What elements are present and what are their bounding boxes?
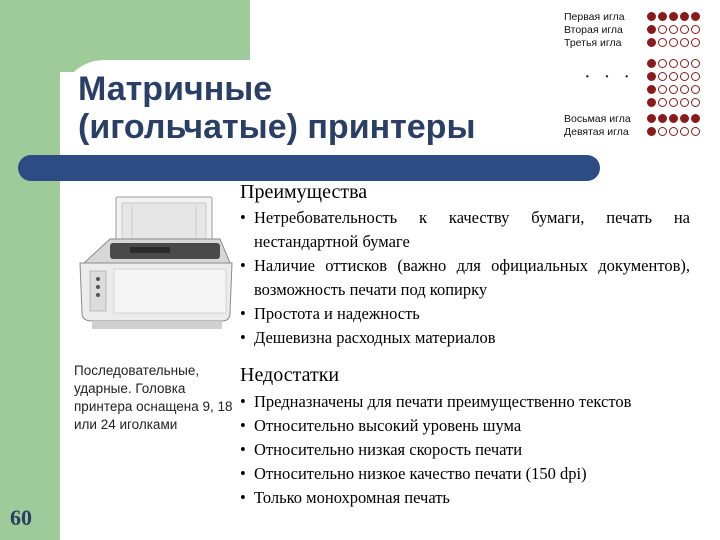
needle-dot-empty (669, 98, 678, 107)
needle-dot-row (647, 114, 700, 123)
advantages-list (238, 206, 690, 350)
needle-dot-row (647, 98, 700, 107)
needle-dot-empty (669, 38, 678, 47)
advantages-heading: Преимущества (240, 181, 368, 203)
needle-dot-filled (691, 12, 700, 21)
needle-dot-empty (658, 38, 667, 47)
advantage-item: • Дешевизна расходных материалов (238, 326, 690, 350)
needle-dot-empty (658, 25, 667, 34)
dot-matrix-printer-image (70, 195, 235, 335)
title-underline-bar (18, 155, 600, 181)
needle-dot-row (647, 38, 700, 47)
needle-dot-empty (680, 98, 689, 107)
needle-row-label: Вторая игла (564, 24, 623, 36)
needle-dot-empty (680, 127, 689, 136)
needle-dot-row (647, 12, 700, 21)
disadvantage-item: • Относительно низкая скорость печати (238, 438, 690, 462)
needle-dot-row (647, 25, 700, 34)
needle-row-label: Восьмая игла (564, 113, 631, 125)
needle-dot-row (647, 85, 700, 94)
advantage-item: • Наличие оттисков (важно для официальных документов), возможность печати под копирку (238, 254, 690, 302)
needle-dot-filled (680, 12, 689, 21)
slide-title-line-2: (игольчатые) принтеры (78, 108, 476, 146)
needle-dot-empty (691, 98, 700, 107)
needle-dot-empty (680, 38, 689, 47)
disadvantage-item: • Только монохромная печать (238, 486, 690, 510)
needle-dot-filled (647, 114, 656, 123)
needle-dot-empty (658, 127, 667, 136)
advantage-item: • Простота и надежность (238, 302, 690, 326)
needle-dot-empty (658, 98, 667, 107)
needle-dot-filled (647, 12, 656, 21)
needle-row-label: Третья игла (564, 37, 622, 49)
disadvantage-item: • Относительно высокий уровень шума (238, 414, 690, 438)
printer-caption: Последовательные, ударные. Головка принтера оснащена 9, 18 или 24 иголками (74, 363, 233, 432)
needle-dot-empty (669, 25, 678, 34)
needle-dot-filled (691, 114, 700, 123)
needle-dot-filled (647, 98, 656, 107)
needle-dot-filled (647, 38, 656, 47)
needle-dot-empty (680, 25, 689, 34)
left-decor-band (0, 0, 60, 540)
needle-dot-empty (680, 85, 689, 94)
needle-dot-empty (691, 127, 700, 136)
needle-dot-empty (658, 72, 667, 81)
slide-title (78, 70, 476, 146)
needle-dot-filled (669, 12, 678, 21)
needle-ellipsis: · · · (584, 66, 634, 88)
needle-dot-empty (669, 59, 678, 68)
needle-dot-empty (669, 72, 678, 81)
needle-dot-filled (680, 114, 689, 123)
needle-dot-empty (691, 38, 700, 47)
needle-diagram (560, 4, 720, 154)
needle-row-label: Первая игла (564, 11, 625, 23)
needle-dot-empty (691, 72, 700, 81)
needle-dot-empty (691, 85, 700, 94)
disadvantages-heading: Недостатки (240, 364, 340, 386)
needle-dot-row (647, 127, 700, 136)
needle-dot-empty (669, 85, 678, 94)
needle-dot-empty (691, 25, 700, 34)
needle-dot-row (647, 72, 700, 81)
page-number: 60 (10, 505, 32, 530)
needle-dot-row (647, 59, 700, 68)
needle-dot-filled (658, 12, 667, 21)
needle-dot-empty (658, 85, 667, 94)
needle-dot-filled (647, 25, 656, 34)
needle-dot-empty (680, 72, 689, 81)
needle-dot-empty (691, 59, 700, 68)
needle-dot-filled (647, 127, 656, 136)
needle-dot-filled (647, 72, 656, 81)
needle-dot-filled (647, 85, 656, 94)
needle-dot-empty (669, 127, 678, 136)
needle-dot-filled (658, 114, 667, 123)
slide-title-line-1: Матричные (78, 70, 273, 108)
needle-dot-empty (658, 59, 667, 68)
disadvantage-item: • Относительно низкое качество печати (150 dpi) (238, 462, 690, 486)
needle-dot-empty (680, 59, 689, 68)
needle-row-label: Девятая игла (564, 126, 629, 138)
disadvantage-item: • Предназначены для печати преимущественно текстов (238, 390, 690, 414)
needle-dot-filled (647, 59, 656, 68)
needle-dot-filled (669, 114, 678, 123)
disadvantages-list (238, 390, 690, 510)
advantage-item: • Нетребовательность к качеству бумаги, печать на нестандартной бумаге (238, 206, 690, 254)
